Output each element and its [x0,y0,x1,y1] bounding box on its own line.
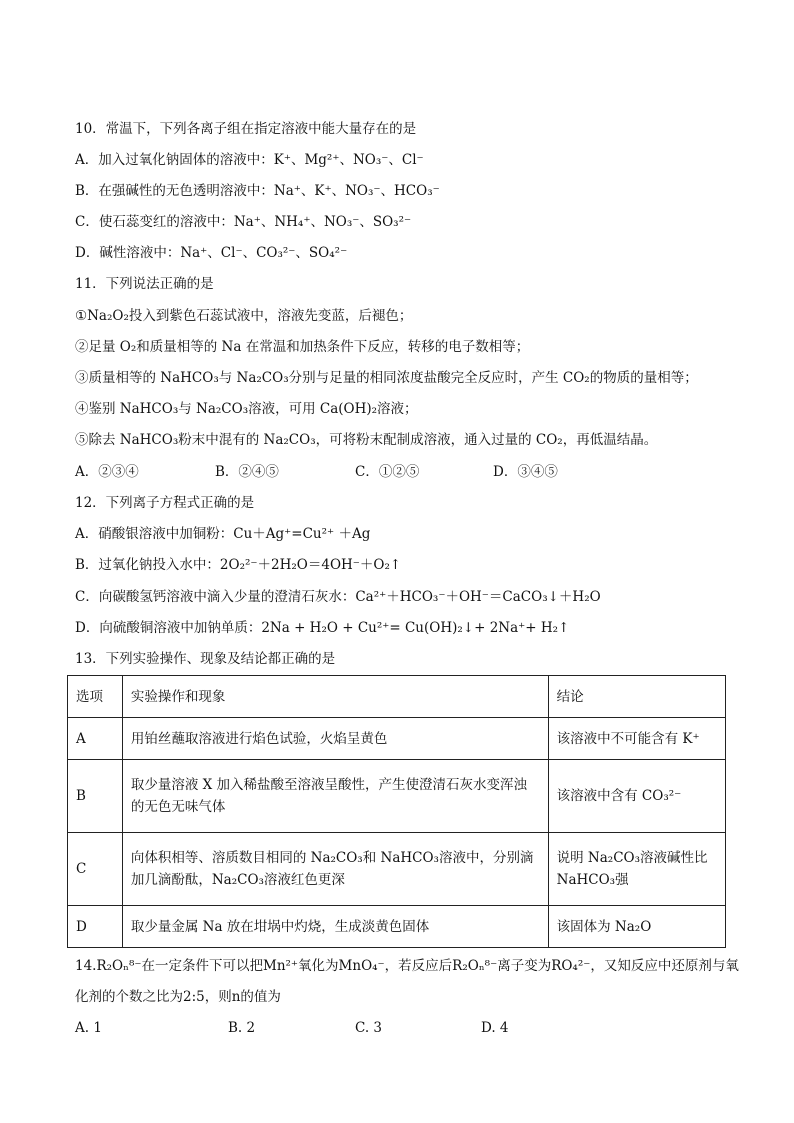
table-row [68,718,726,760]
q12-option-c: C．向碳酸氢钙溶液中滴入少量的澄清石灰水：Ca²⁺＋HCO₃⁻＋OH⁻＝CaCO₃↓＋H₂O [75,589,601,605]
table-header-cell: 选项 [68,676,123,718]
q11-option-a: A．②③④ [75,464,139,480]
q11-statement-2: ②足量 O₂和质量相等的 Na 在常温和加热条件下反应，转移的电子数相等； [75,339,530,355]
table-cell-operation: 向体积相等、溶质数目相同的 Na₂CO₃和 NaHCO₃溶液中，分别滴加几滴酚酞，Na₂CO₃溶液红色更深 [122,833,548,906]
q11-statement-1: ①Na₂O₂投入到紫色石蕊试液中，溶液先变蓝，后褪色； [75,308,413,324]
q12-option-d: D．向硫酸铜溶液中加钠单质：2Na + H₂O + Cu²⁺= Cu(OH)₂↓+ 2Na⁺+ H₂↑ [75,620,570,636]
q11-statement-4: ④鉴别 NaHCO₃与 Na₂CO₃溶液，可用 Ca(OH)₂溶液； [75,401,418,417]
q11-statement-3: ③质量相等的 NaHCO₃与 Na₂CO₃分别与足量的相同浓度盐酸完全反应时，产生 CO₂的物质的量相等； [75,370,698,386]
table-cell-option: A [68,718,123,760]
table-cell-conclusion: 该溶液中含有 CO₃²⁻ [548,760,725,833]
table-cell-option: B [68,760,123,833]
table-cell-conclusion: 该固体为 Na₂O [548,906,725,948]
q14-option-b: B. 2 [228,1020,256,1036]
q10-option-a: A．加入过氧化钠固体的溶液中：K⁺、Mg²⁺、NO₃⁻、Cl⁻ [75,152,424,168]
table-cell-operation: 用铂丝蘸取溶液进行焰色试验，火焰呈黄色 [122,718,548,760]
table-cell-conclusion: 说明 Na₂CO₃溶液碱性比 NaHCO₃强 [548,833,725,906]
q14-option-a: A. 1 [75,1020,102,1036]
table-row [68,760,726,833]
table-row [68,833,726,906]
q10-option-d: D．碱性溶液中：Na⁺、Cl⁻、CO₃²⁻、SO₄²⁻ [75,245,348,261]
q11-option-b: B．②④⑤ [215,464,279,480]
table-cell-operation: 取少量溶液 X 加入稀盐酸至溶液呈酸性，产生使澄清石灰水变浑浊的无色无味气体 [122,760,548,833]
q11-option-c: C．①②⑤ [355,464,420,480]
table-header-cell: 实验操作和现象 [122,676,548,718]
table-header-cell: 结论 [548,676,725,718]
q13-table [67,675,726,948]
table-cell-conclusion: 该溶液中不可能含有 K⁺ [548,718,725,760]
q14-option-c: C. 3 [355,1020,383,1036]
q11-statement-5: ⑤除去 NaHCO₃粉末中混有的 Na₂CO₃，可将粉末配制成溶液，通入过量的 CO₂，再低温结晶。 [75,432,658,448]
table-cell-operation: 取少量金属 Na 放在坩埚中灼烧，生成淡黄色固体 [122,906,548,948]
q11-option-d: D．③④⑤ [493,464,558,480]
table-cell-option: D [68,906,123,948]
q12-option-b: B．过氧化钠投入水中：2O₂²⁻＋2H₂O＝4OH⁻＋O₂↑ [75,557,402,573]
table-cell-option: C [68,833,123,906]
q14-stem-line-2: 化剂的个数之比为2:5，则n的值为 [75,989,281,1005]
q10-option-b: B．在强碱性的无色透明溶液中：Na⁺、K⁺、NO₃⁻、HCO₃⁻ [75,183,440,199]
q11-options [75,463,558,481]
q14-stem-line-1: 14.R₂Oₙ⁸⁻在一定条件下可以把Mn²⁺氧化为MnO₄⁻，若反应后R₂Oₙ⁸⁻离子变为RO₄²⁻，又知反应中还原剂与氧 [75,958,739,974]
q12-stem: 12．下列离子方程式正确的是 [75,495,255,511]
q10-option-c: C．使石蕊变红的溶液中：Na⁺、NH₄⁺、NO₃⁻、SO₃²⁻ [75,214,412,230]
table-row [68,906,726,948]
q14-option-d: D. 4 [481,1020,509,1036]
q12-option-a: A．硝酸银溶液中加铜粉：Cu＋Ag⁺=Cu²⁺ ＋Ag [75,526,371,542]
q14-options [75,1019,509,1037]
q10-stem: 10．常温下，下列各离子组在指定溶液中能大量存在的是 [75,121,417,137]
q13-stem: 13．下列实验操作、现象及结论都正确的是 [75,651,336,667]
table-header-row [68,676,726,718]
q11-stem: 11．下列说法正确的是 [75,276,214,292]
